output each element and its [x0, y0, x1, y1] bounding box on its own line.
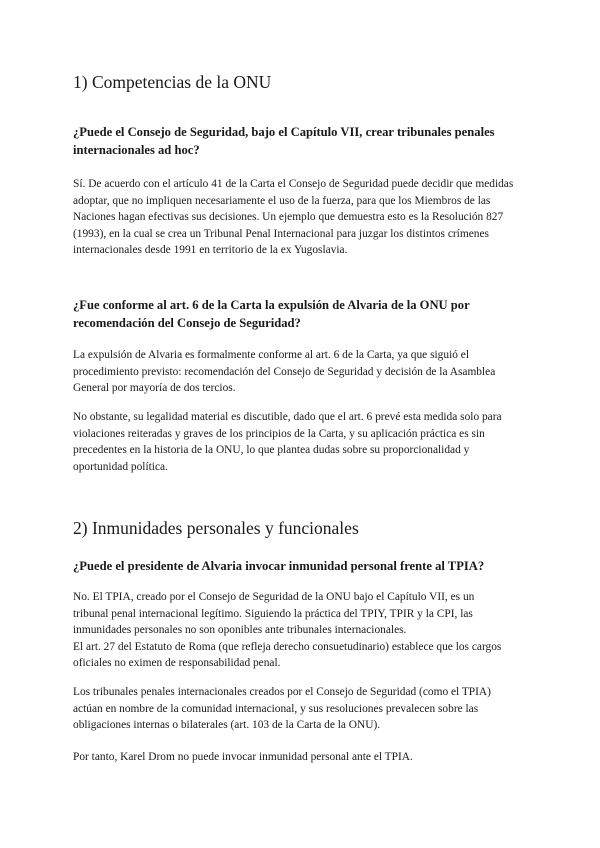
question-inmunidad-presidente — [73, 557, 523, 575]
paragraph-line: tribunal penal internacional legítimo. Siguiendo la práctica del TPIY, TPIR y la CPI, las — [73, 607, 473, 620]
paragraph-line: No. El TPIA, creado por el Consejo de Seguridad de la ONU bajo el Capítulo VII, es un — [73, 591, 475, 603]
paragraph-line: La expulsión de Alvaria es formalmente conforme al art. 6 de la Carta, ya que siguió el — [73, 349, 470, 361]
paragraph-line: Naciones hagan efectivas sus decisiones. Un ejemplo que demuestra esto es la Resolución 827 — [73, 211, 504, 224]
paragraph-line: oficiales no eximen de responsabilidad penal. — [73, 657, 281, 670]
paragraph-line: oportunidad política. — [73, 460, 168, 473]
paragraph-line: Por tanto, Karel Drom no puede invocar inmunidad personal ante el TPIA. — [73, 751, 413, 763]
question-line: recomendación del Consejo de Seguridad? — [73, 316, 301, 330]
question-line: internacionales ad hoc? — [73, 143, 200, 157]
paragraph-line: El art. 27 del Estatuto de Roma (que refleja derecho consuetudinario) establece que los cargos — [73, 640, 502, 653]
question-expulsion-alvaria — [73, 296, 523, 332]
section-heading-competencias: 1) Competencias de la ONU — [73, 72, 272, 92]
answer-paragraph — [73, 589, 521, 672]
paragraph-line: adoptar, que no impliquen necesariamente el uso de la fuerza, para que los Miembros de las — [73, 194, 491, 207]
paragraph-line: Los tribunales penales internacionales creados por el Consejo de Seguridad (como el TPIA) — [73, 686, 491, 698]
paragraph-line: obligaciones internas o bilaterales (art. 103 de la Carta de la ONU). — [73, 719, 381, 732]
question-line: ¿Fue conforme al art. 6 de la Carta la expulsión de Alvaria de la ONU por — [73, 298, 470, 312]
paragraph-line: procedimiento previsto: recomendación del Consejo de Seguridad y decisión de la Asamblea — [73, 365, 496, 378]
paragraph-line: violaciones reiteradas y graves de los principios de la Carta, y su aplicación práctica es sin — [73, 427, 485, 440]
paragraph-line: inmunidades personales no son oponibles ante tribunales internacionales. — [73, 624, 407, 637]
paragraph-line: actúan en nombre de la comunidad internacional, y sus resoluciones prevalecen sobre las — [73, 702, 479, 715]
paragraph-line: precedentes en la historia de la ONU, lo que plantea dudas sobre su proporcionalidad y — [73, 444, 470, 457]
paragraph-line: internacionales desde 1991 en territorio de la ex Yugoslavia. — [73, 244, 348, 257]
answer-paragraph — [73, 749, 521, 766]
paragraph-line: No obstante, su legalidad material es discutible, dado que el art. 6 prevé esta medida solo para — [73, 411, 502, 423]
question-line: ¿Puede el presidente de Alvaria invocar inmunidad personal frente al TPIA? — [73, 559, 485, 573]
answer-paragraph — [73, 347, 521, 397]
paragraph-line: (1993), en la cual se crea un Tribunal Penal Internacional para juzgar los distintos crímenes — [73, 227, 489, 240]
answer-paragraph — [73, 409, 521, 475]
answer-paragraph — [73, 176, 521, 259]
question-tribunales-ad-hoc — [73, 123, 523, 159]
question-line: ¿Puede el Consejo de Seguridad, bajo el Capítulo VII, crear tribunales penales — [73, 125, 495, 139]
answer-paragraph — [73, 684, 521, 734]
paragraph-line: General por mayoría de dos tercios. — [73, 382, 236, 395]
paragraph-line: Sí. De acuerdo con el artículo 41 de la Carta el Consejo de Seguridad puede decidir que medidas — [73, 178, 514, 190]
section-heading-inmunidades: 2) Inmunidades personales y funcionales — [73, 518, 359, 538]
